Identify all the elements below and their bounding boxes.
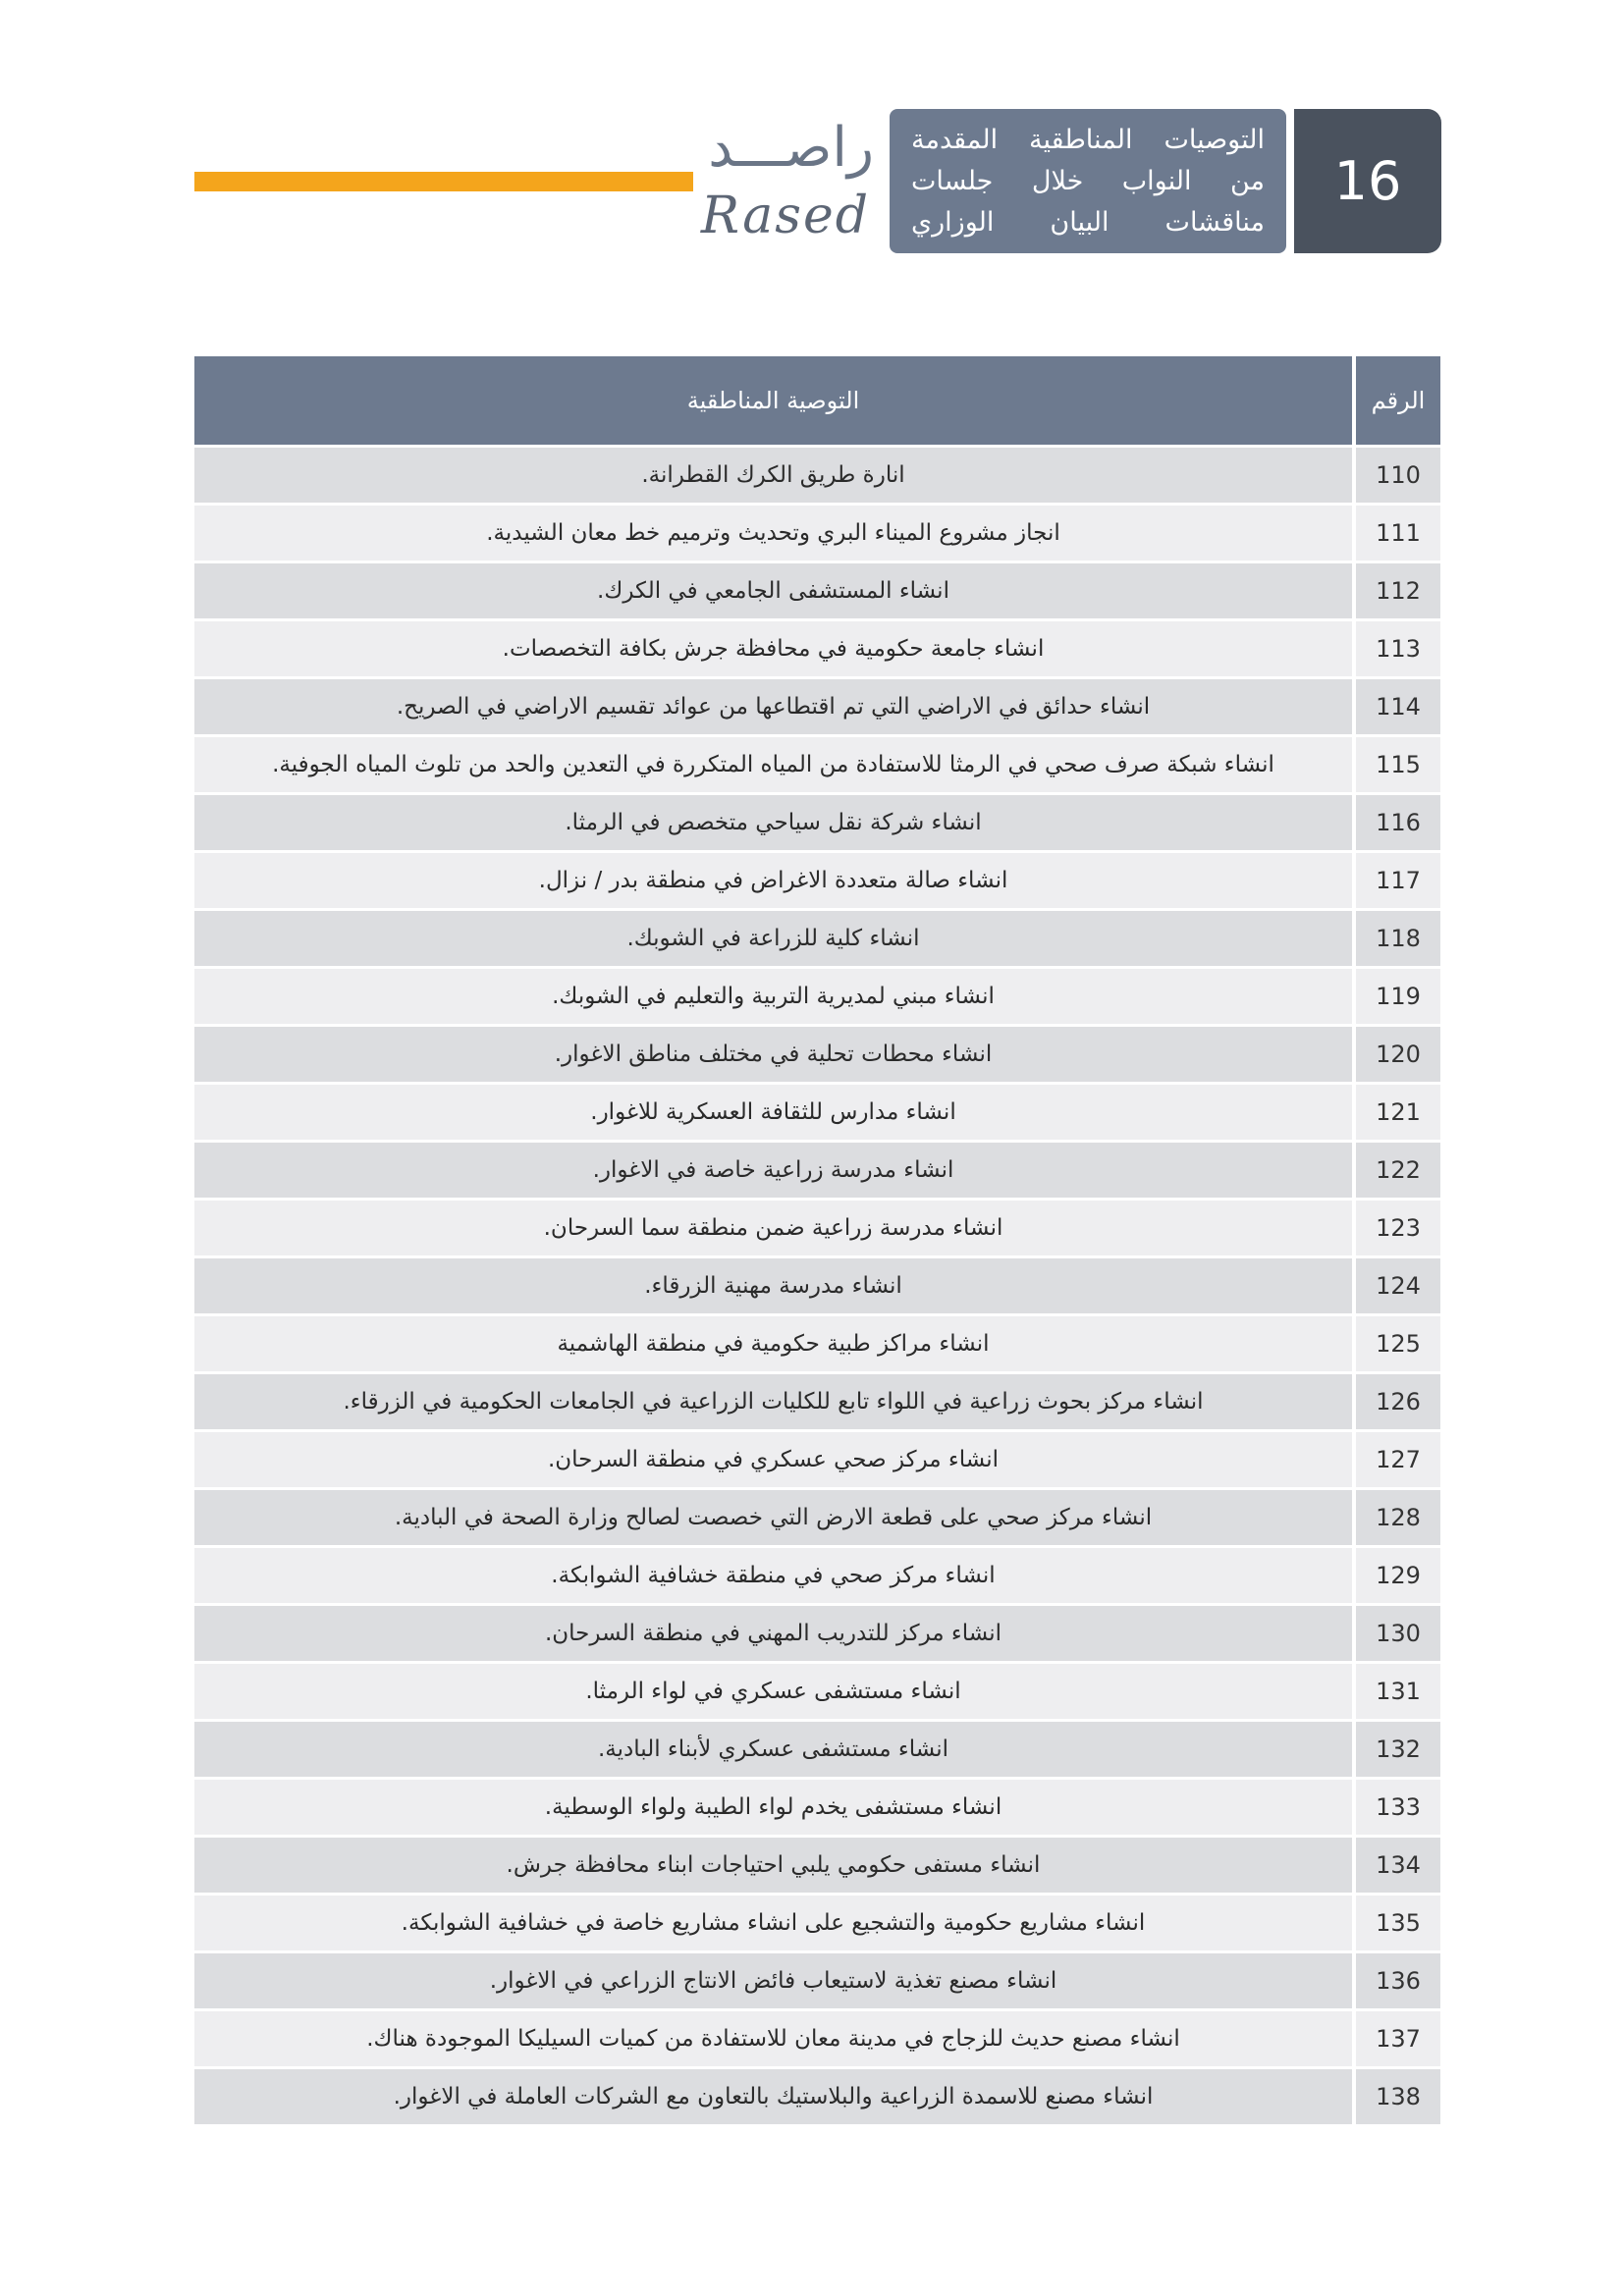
row-number: 131 — [1352, 1664, 1440, 1719]
row-recommendation: انشاء مدارس للثقافة العسكرية للاغوار. — [590, 1099, 956, 1125]
rased-logo — [700, 116, 874, 245]
row-recommendation: انشاء مراكز طبية حكومية في منطقة الهاشمية — [557, 1331, 990, 1357]
row-number: 118 — [1352, 911, 1440, 966]
row-recommendation: انشاء حدائق في الاراضي التي تم اقتطاعها من عوائد تقسيم الاراضي في الصريح. — [396, 694, 1151, 720]
row-number: 127 — [1352, 1432, 1440, 1487]
table-row — [194, 966, 1440, 1024]
table-row — [194, 1545, 1440, 1603]
table-row — [194, 1487, 1440, 1545]
row-recommendation: انشاء مشاريع حكومية والتشجيع على انشاء مشاريع خاصة في خشافية الشوابكة. — [401, 1910, 1146, 1936]
logo-english-text: Rased — [700, 187, 870, 245]
table-row — [194, 792, 1440, 850]
table-row — [194, 908, 1440, 966]
row-number: 126 — [1352, 1374, 1440, 1429]
table-row — [194, 1603, 1440, 1661]
row-number: 110 — [1352, 448, 1440, 503]
row-number: 134 — [1352, 1838, 1440, 1893]
row-number: 137 — [1352, 2011, 1440, 2066]
row-number: 114 — [1352, 679, 1440, 734]
logo-arabic-text: راصـــد — [708, 116, 874, 180]
row-recommendation: انشاء مدرسة زراعية ضمن منطقة سما السرحان. — [543, 1215, 1003, 1241]
page-number: 16 — [1294, 109, 1441, 253]
header-recommendation: التوصية المناطقية — [686, 387, 860, 414]
table-row — [194, 1950, 1440, 2008]
row-number: 122 — [1352, 1143, 1440, 1198]
table-row — [194, 2008, 1440, 2066]
row-number: 129 — [1352, 1548, 1440, 1603]
table-row — [194, 1429, 1440, 1487]
row-recommendation: انشاء المستشفى الجامعي في الكرك. — [597, 578, 949, 604]
table-row — [194, 1024, 1440, 1082]
row-recommendation: انشاء شركة نقل سياحي متخصص في الرمثا. — [565, 810, 982, 835]
table-row — [194, 1835, 1440, 1893]
row-number: 125 — [1352, 1316, 1440, 1371]
row-number: 121 — [1352, 1085, 1440, 1140]
row-number: 132 — [1352, 1722, 1440, 1777]
table-row — [194, 1371, 1440, 1429]
row-number: 130 — [1352, 1606, 1440, 1661]
table-row — [194, 2066, 1440, 2124]
table-row — [194, 503, 1440, 561]
row-recommendation: انشاء مستشفى يخدم لواء الطيبة ولواء الوسطية. — [544, 1794, 1002, 1820]
row-number: 119 — [1352, 969, 1440, 1024]
row-recommendation: انشاء مصنع حديث للزجاج في مدينة معان للاستفادة من كميات السيليكا الموجودة هناك. — [366, 2026, 1180, 2052]
row-number: 135 — [1352, 1896, 1440, 1950]
row-number: 123 — [1352, 1201, 1440, 1255]
header-accent-bar — [194, 172, 693, 191]
table-row — [194, 850, 1440, 908]
row-number: 136 — [1352, 1953, 1440, 2008]
table-row — [194, 1661, 1440, 1719]
row-recommendation: انشاء جامعة حكومية في محافظة جرش بكافة التخصصات. — [502, 636, 1045, 662]
row-recommendation: انشاء شبكة صرف صحي في الرمثا للاستفادة من المياه المتكررة في التعدين والحد من تلوث المياه الجوفية. — [272, 752, 1274, 777]
row-number: 120 — [1352, 1027, 1440, 1082]
row-recommendation: انشاء مركز بحوث زراعية في اللواء تابع للكليات الزراعية في الجامعات الحكومية في الزرقاء. — [343, 1389, 1204, 1415]
row-recommendation: انشاء مركز للتدريب المهني في منطقة السرحان. — [544, 1621, 1002, 1646]
title-line: من النواب خلال جلسات — [911, 165, 1265, 196]
table-row — [194, 1893, 1440, 1950]
table-row — [194, 1719, 1440, 1777]
table-row — [194, 1082, 1440, 1140]
row-recommendation: انشاء مركز صحي عسكري في منطقة السرحان. — [547, 1447, 1000, 1472]
row-recommendation: انشاء كلية للزراعة في الشوبك. — [626, 926, 920, 951]
row-number: 113 — [1352, 621, 1440, 676]
row-recommendation: انشاء مبني لمديرية التربية والتعليم في الشوبك. — [552, 984, 995, 1009]
row-number: 116 — [1352, 795, 1440, 850]
row-recommendation: انجاز مشروع الميناء البري وتحديث وترميم خط معان الشيدية. — [486, 520, 1060, 546]
table-row — [194, 445, 1440, 503]
table-row — [194, 561, 1440, 618]
row-recommendation: انشاء مصنع تغذية لاستيعاب فائض الانتاج الزراعي في الاغوار. — [489, 1968, 1057, 1994]
row-number: 112 — [1352, 563, 1440, 618]
row-number: 115 — [1352, 737, 1440, 792]
row-recommendation: انشاء مدرسة زراعية خاصة في الاغوار. — [592, 1157, 954, 1183]
row-number: 117 — [1352, 853, 1440, 908]
row-number: 124 — [1352, 1258, 1440, 1313]
row-recommendation: انشاء مستشفى عسكري في لواء الرمثا. — [585, 1679, 961, 1704]
table-row — [194, 1140, 1440, 1198]
table-row — [194, 618, 1440, 676]
row-recommendation: انارة طريق الكرك القطرانة. — [641, 462, 905, 488]
row-recommendation: انشاء مركز صحي في منطقة خشافية الشوابكة. — [551, 1563, 996, 1588]
recommendations-table — [194, 356, 1440, 2124]
table-row — [194, 1255, 1440, 1313]
row-recommendation: انشاء مستفى حكومي يلبي احتياجات ابناء محافظة جرش. — [506, 1852, 1041, 1878]
row-recommendation: انشاء مركز صحي على قطعة الارض التي خصصت لصالح وزارة الصحة في البادية. — [394, 1505, 1153, 1530]
document-title — [890, 109, 1286, 253]
row-recommendation: انشاء مستشفى عسكري لأبناء البادية. — [597, 1736, 949, 1762]
table-row — [194, 676, 1440, 734]
row-number: 133 — [1352, 1780, 1440, 1835]
row-recommendation: انشاء مصنع للاسمدة الزراعية والبلاستيك بالتعاون مع الشركات العاملة في الاغوار. — [393, 2084, 1154, 2109]
row-recommendation: انشاء محطات تحلية في مختلف مناطق الاغوار. — [554, 1041, 993, 1067]
table-row — [194, 1313, 1440, 1371]
table-row — [194, 734, 1440, 792]
row-number: 128 — [1352, 1490, 1440, 1545]
table-header — [194, 356, 1440, 445]
row-recommendation: انشاء مدرسة مهنية الزرقاء. — [644, 1273, 902, 1299]
row-number: 111 — [1352, 506, 1440, 561]
row-recommendation: انشاء صالة متعددة الاغراض في منطقة بدر / نزال. — [538, 868, 1008, 893]
title-line: التوصيات المناطقية المقدمة — [911, 124, 1265, 155]
table-row — [194, 1198, 1440, 1255]
row-number: 138 — [1352, 2069, 1440, 2124]
title-line: مناقشات البيان الوزاري — [911, 206, 1265, 238]
table-row — [194, 1777, 1440, 1835]
header-number: الرقم — [1352, 356, 1440, 445]
table-body — [194, 445, 1440, 2124]
